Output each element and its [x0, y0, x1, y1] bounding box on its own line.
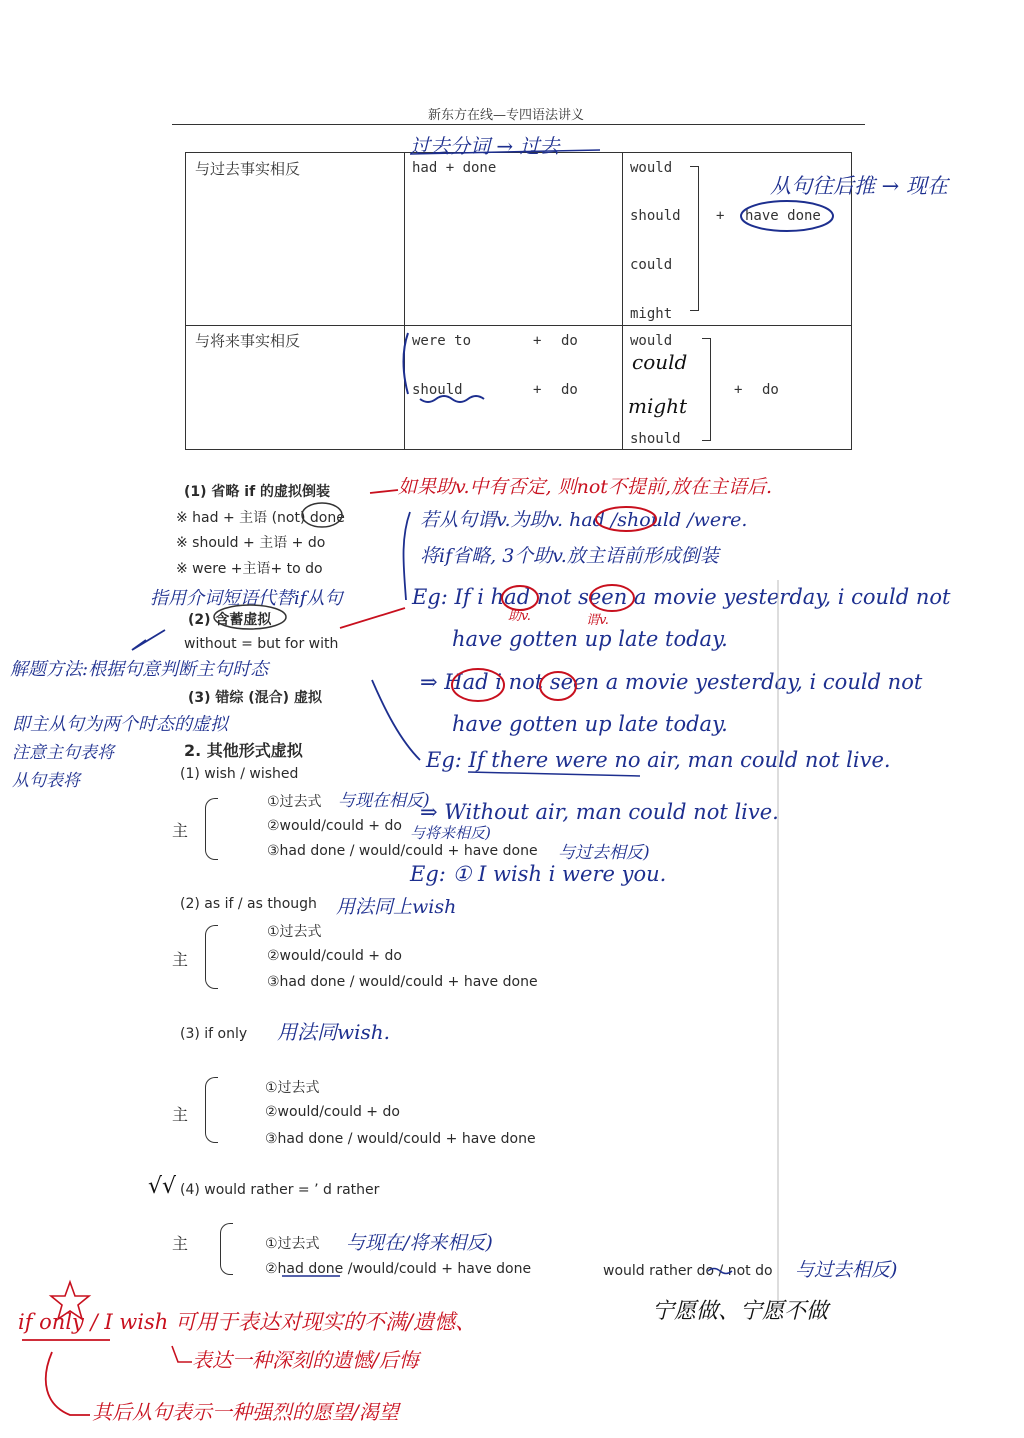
wish-subject: 主	[172, 821, 189, 840]
row2-plus-2: +	[533, 382, 542, 398]
as-if-option-had: ③had done / would/could + have done	[267, 974, 538, 990]
not-circle-2	[540, 672, 576, 700]
arrow-summary-2	[172, 1346, 192, 1362]
row2-modal-would: would	[630, 333, 673, 349]
row1-main-verb: have done	[745, 208, 821, 224]
row1-modal-should: should	[630, 208, 681, 224]
section-implicit-title: (2) 含蓄虚拟	[188, 612, 272, 628]
note-invert-rule: 将if省略, 3个助v.放主语前形成倒装	[420, 545, 719, 567]
page-header-title: 新东方在线—专四语法讲义	[428, 108, 585, 123]
row2-if-should: should	[412, 382, 463, 398]
arrow-mixed	[372, 680, 420, 760]
row2-modal-might: might	[628, 394, 688, 418]
if-only-note: 用法同wish.	[277, 1020, 391, 1044]
row1-plus: +	[716, 208, 725, 224]
row1-if-clause: had + done	[412, 160, 497, 176]
wish-option-had: ③had done / would/could + have done	[267, 843, 538, 859]
would-rather-note-past: 与过去相反)	[795, 1259, 898, 1281]
arrow-summary-3	[46, 1352, 90, 1415]
had-circle-2	[452, 669, 504, 701]
example-1-line-2: have gotten up late today.	[452, 627, 728, 651]
section-mixed-title: (3) 错综 (混合) 虚拟	[188, 690, 322, 706]
row2-do-1: do	[561, 333, 578, 349]
wish-note-past: 与过去相反)	[558, 843, 650, 863]
example-1-label-verb: 谓v.	[586, 613, 609, 628]
wish-option-past: ①过去式	[267, 794, 322, 810]
row2-plus-1: +	[533, 333, 542, 349]
if-only-option-would: ②would/could + do	[265, 1104, 400, 1120]
section-omit-if-item-1: ※ had + 主语 (not) done	[176, 510, 345, 526]
as-if-subject: 主	[172, 950, 189, 969]
example-3-line-2: ⇒ Without air, man could not live.	[420, 800, 779, 824]
would-rather-option-had: ②had done /would/could + have done	[265, 1261, 532, 1277]
row2-modal-should: should	[630, 431, 681, 447]
section-as-if-title: (2) as if / as though	[180, 896, 317, 912]
section-other-forms-title: 2. 其他形式虚拟	[184, 741, 303, 760]
star-icon	[51, 1282, 89, 1319]
if-only-option-had: ③had done / would/could + have done	[265, 1131, 536, 1147]
row1-label: 与过去事实相反	[195, 160, 301, 178]
note-past-participle: 过去分词 → 过去	[410, 134, 560, 158]
example-1-line-1: Eg: If i had not seen a movie yesterday, i could not	[412, 585, 951, 609]
wish-note-future: 与将来相反)	[410, 824, 491, 842]
eg3-underline	[468, 772, 640, 776]
had-circle	[502, 586, 538, 610]
wish-option-would: ②would/could + do	[267, 818, 402, 834]
note-method: 解题方法:根据句意判断主句时态	[10, 659, 269, 680]
not-underline	[708, 1269, 732, 1274]
should-wavy-underline	[420, 396, 484, 402]
row1-modal-might: might	[630, 306, 673, 322]
note-main-clause-present: 从句往后推 → 现在	[770, 174, 948, 198]
would-rather-ticks: √√	[148, 1174, 177, 1199]
section-omit-if-title: (1) 省略 if 的虚拟倒装	[184, 484, 331, 500]
row1-modal-could: could	[630, 257, 673, 273]
example-2-line-2: have gotten up late today.	[452, 712, 728, 736]
example-3-line-1: Eg: If there were no air, man could not live.	[426, 748, 891, 772]
as-if-option-would: ②would/could + do	[267, 948, 402, 964]
would-rather-do-line: would rather do / not do	[603, 1263, 773, 1279]
row1-modal-would: would	[630, 160, 673, 176]
if-only-option-past: ①过去式	[265, 1080, 320, 1096]
note-omit-rule: 如果助v.中有否定, 则not不提前,放在主语后.	[398, 476, 772, 498]
would-rather-subject: 主	[172, 1234, 189, 1253]
example-1-label-aux: 助v.	[508, 609, 531, 624]
row2-main-verb: do	[762, 382, 779, 398]
if-only-summary-3: 其后从句表示一种强烈的愿望/渴望	[92, 1400, 399, 1424]
section-omit-if-item-2: ※ should + 主语 + do	[176, 535, 326, 551]
wish-note-present: 与现在相反)	[338, 791, 430, 811]
bracket-rules	[404, 512, 411, 600]
if-only-summary-2: 表达一种深刻的遗憾/后悔	[192, 1348, 419, 1372]
row2-do-2: do	[561, 382, 578, 398]
section-wish-title: (1) wish / wished	[180, 766, 299, 782]
section-would-rather-title: (4) would rather = ’ d rather	[180, 1182, 380, 1198]
as-if-note: 用法同上wish	[336, 896, 457, 918]
row2-modal-could: could	[632, 350, 688, 374]
row2-plus-3: +	[734, 382, 743, 398]
arrow-method	[132, 630, 165, 650]
if-only-summary: if only / I wish 可用于表达对现实的不满/遗憾、	[18, 1310, 477, 1334]
would-rather-note-present: 与现在/将来相反)	[346, 1232, 493, 1254]
note-mixed-3: 从句表将	[12, 771, 80, 791]
section-if-only-title: (3) if only	[180, 1026, 248, 1042]
row2-if-were-to: were to	[412, 333, 472, 349]
section-omit-if-item-3: ※ were +主语+ to do	[176, 561, 323, 577]
note-aux-rule: 若从句谓v.为助v. had /should /were.	[420, 509, 748, 531]
arrow-example	[340, 608, 405, 628]
section-implicit-line: without = but for with	[184, 636, 339, 652]
example-2-line-1: ⇒ Had i not seen a movie yesterday, i could not	[420, 670, 923, 694]
seen-circle	[590, 585, 634, 611]
example-4: Eg: ① I wish i were you.	[410, 862, 667, 886]
note-mixed-2: 注意主句表将	[12, 743, 114, 763]
row2-if-bracket	[404, 333, 409, 394]
not-circle	[302, 503, 342, 527]
implicit-circle	[214, 605, 286, 629]
row2-label: 与将来事实相反	[195, 332, 301, 350]
have-done-circle	[741, 201, 833, 231]
as-if-option-past: ①过去式	[267, 924, 322, 940]
note-mixed: 即主从句为两个时态的虚拟	[12, 714, 228, 735]
aux-circle	[596, 507, 656, 531]
would-rather-option-past: ①过去式	[265, 1236, 320, 1252]
would-rather-meaning: 宁愿做、宁愿不做	[652, 1299, 829, 1324]
top-note-underline	[410, 150, 600, 154]
if-only-subject: 主	[172, 1105, 189, 1124]
arrow-omit-rule	[370, 490, 398, 493]
note-prep-phrase: 指用介词短语代替if从句	[150, 588, 343, 609]
